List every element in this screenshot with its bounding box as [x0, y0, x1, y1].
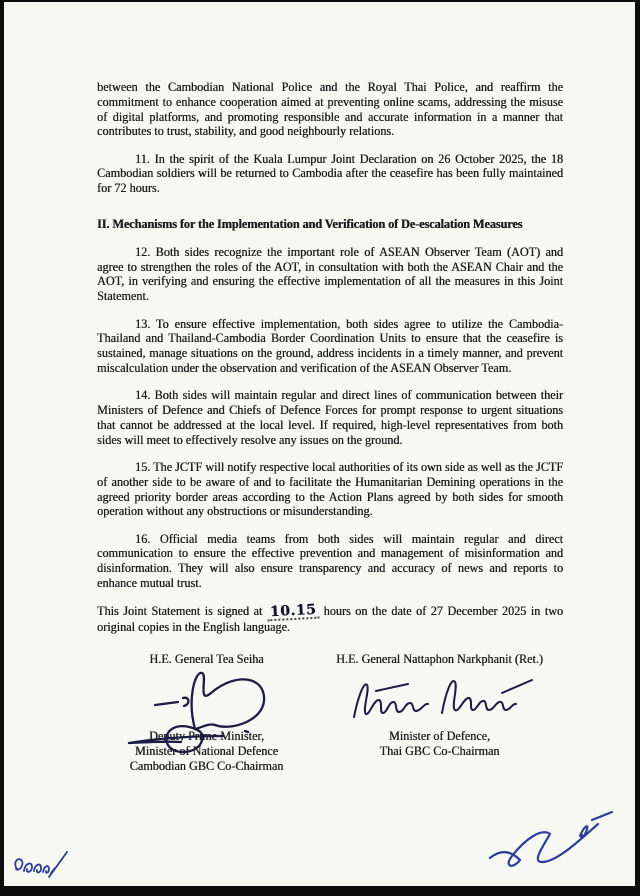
- title-line: Minister of National Defence: [134, 743, 279, 758]
- title-line: Cambodian GBC Co-Chairman: [129, 759, 284, 774]
- closing-text-before-time: This Joint Statement is signed at: [97, 603, 267, 618]
- paragraph-14: 14. Both sides will maintain regular and direct lines of communication between their Ministers of Defence and Chiefs of Defence Forces for prompt response to urgent situations that cannot be addressed at the local level. If required, high-level representatives from both sides will meet to effectively resolve any issues on the ground.: [97, 388, 563, 447]
- paragraph-15: 15. The JCTF will notify respective local authorities of its own side as well as the JCTF of another side to be aware of and to facilitate the Humanitarian Demining operations in the agreed priority border areas according to the Action Plans agreed by both sides for smooth operation without any obstructions or misunderstanding.: [97, 459, 563, 519]
- signatory-name-cambodia: H.E. General Tea Seiha: [149, 651, 264, 666]
- section-heading: II. Mechanisms for the Implementation and Verification of De-escalation Measures: [97, 217, 523, 232]
- document-body: [97, 2, 563, 774]
- signature-tea-seiha-icon: [125, 665, 277, 757]
- title-line: Deputy Prime Minister,: [149, 728, 264, 743]
- signatory-titles-thailand: [316, 729, 563, 759]
- signatory-block-cambodia: [97, 652, 316, 775]
- signature-area-thailand: [316, 667, 563, 729]
- signatory-name-thailand: H.E. General Nattaphon Narkphanit (Ret.): [336, 651, 543, 666]
- closing-statement: [97, 601, 563, 635]
- signatory-block-thailand: [316, 652, 563, 775]
- document-page: [4, 2, 635, 886]
- title-line: Thai GBC Co-Chairman: [379, 743, 500, 758]
- paragraph-13: 13. To ensure effective implementation, both sides agree to utilize the Cambodia-Thailand and Thailand-Cambodia Border Coordination Units to ensure that the ceasefire is sustained, manage situations on the ground, address incidents in a timely manner, and prevent miscalculation under the observation and verification of the ASEAN Observer Team.: [97, 316, 563, 375]
- signature-area-cambodia: [97, 667, 316, 729]
- paragraph-continuation: between the Cambodian National Police and the Royal Thai Police, and reaffirm the commitment to enhance cooperation aimed at preventing online scams, addressing the misuse of digital platforms, and promoting responsible and accurate information in a manner that contributes to trust, stability, and good neighbourly relations.: [97, 80, 563, 139]
- handwritten-time: 10.15: [266, 603, 319, 621]
- signature-nattaphon-narkphanit-icon: [346, 673, 536, 725]
- initial-scribble-bottom-right-icon: [484, 808, 619, 876]
- closing-text-after-time: hours on the date of 27 December 2025 in two original copies in the English language.: [97, 603, 563, 634]
- paragraph-16: 16. Official media teams from both sides will maintain regular and direct communication to ensure the effective prevention and management of misinformation and disinformation. They will also ensure transparency and accuracy of news and reports to enhance mutual trust.: [97, 531, 563, 591]
- initial-scribble-bottom-left-icon: [10, 844, 72, 884]
- paragraph-11: 11. In the spirit of the Kuala Lumpur Joint Declaration on 26 October 2025, the 18 Cambodian soldiers will be returned to Cambodia after the ceasefire has been fully maintained for 72 hours.: [97, 151, 563, 196]
- signature-section: [97, 652, 563, 775]
- paragraph-12: 12. Both sides recognize the important role of ASEAN Observer Team (AOT) and agree to strengthen the roles of the AOT, in consultation with both the ASEAN Chair and the AOT, in verifying and ensuring the effective implementation of all the measures in this Joint Statement.: [97, 244, 563, 304]
- title-line: Minister of Defence,: [388, 728, 491, 743]
